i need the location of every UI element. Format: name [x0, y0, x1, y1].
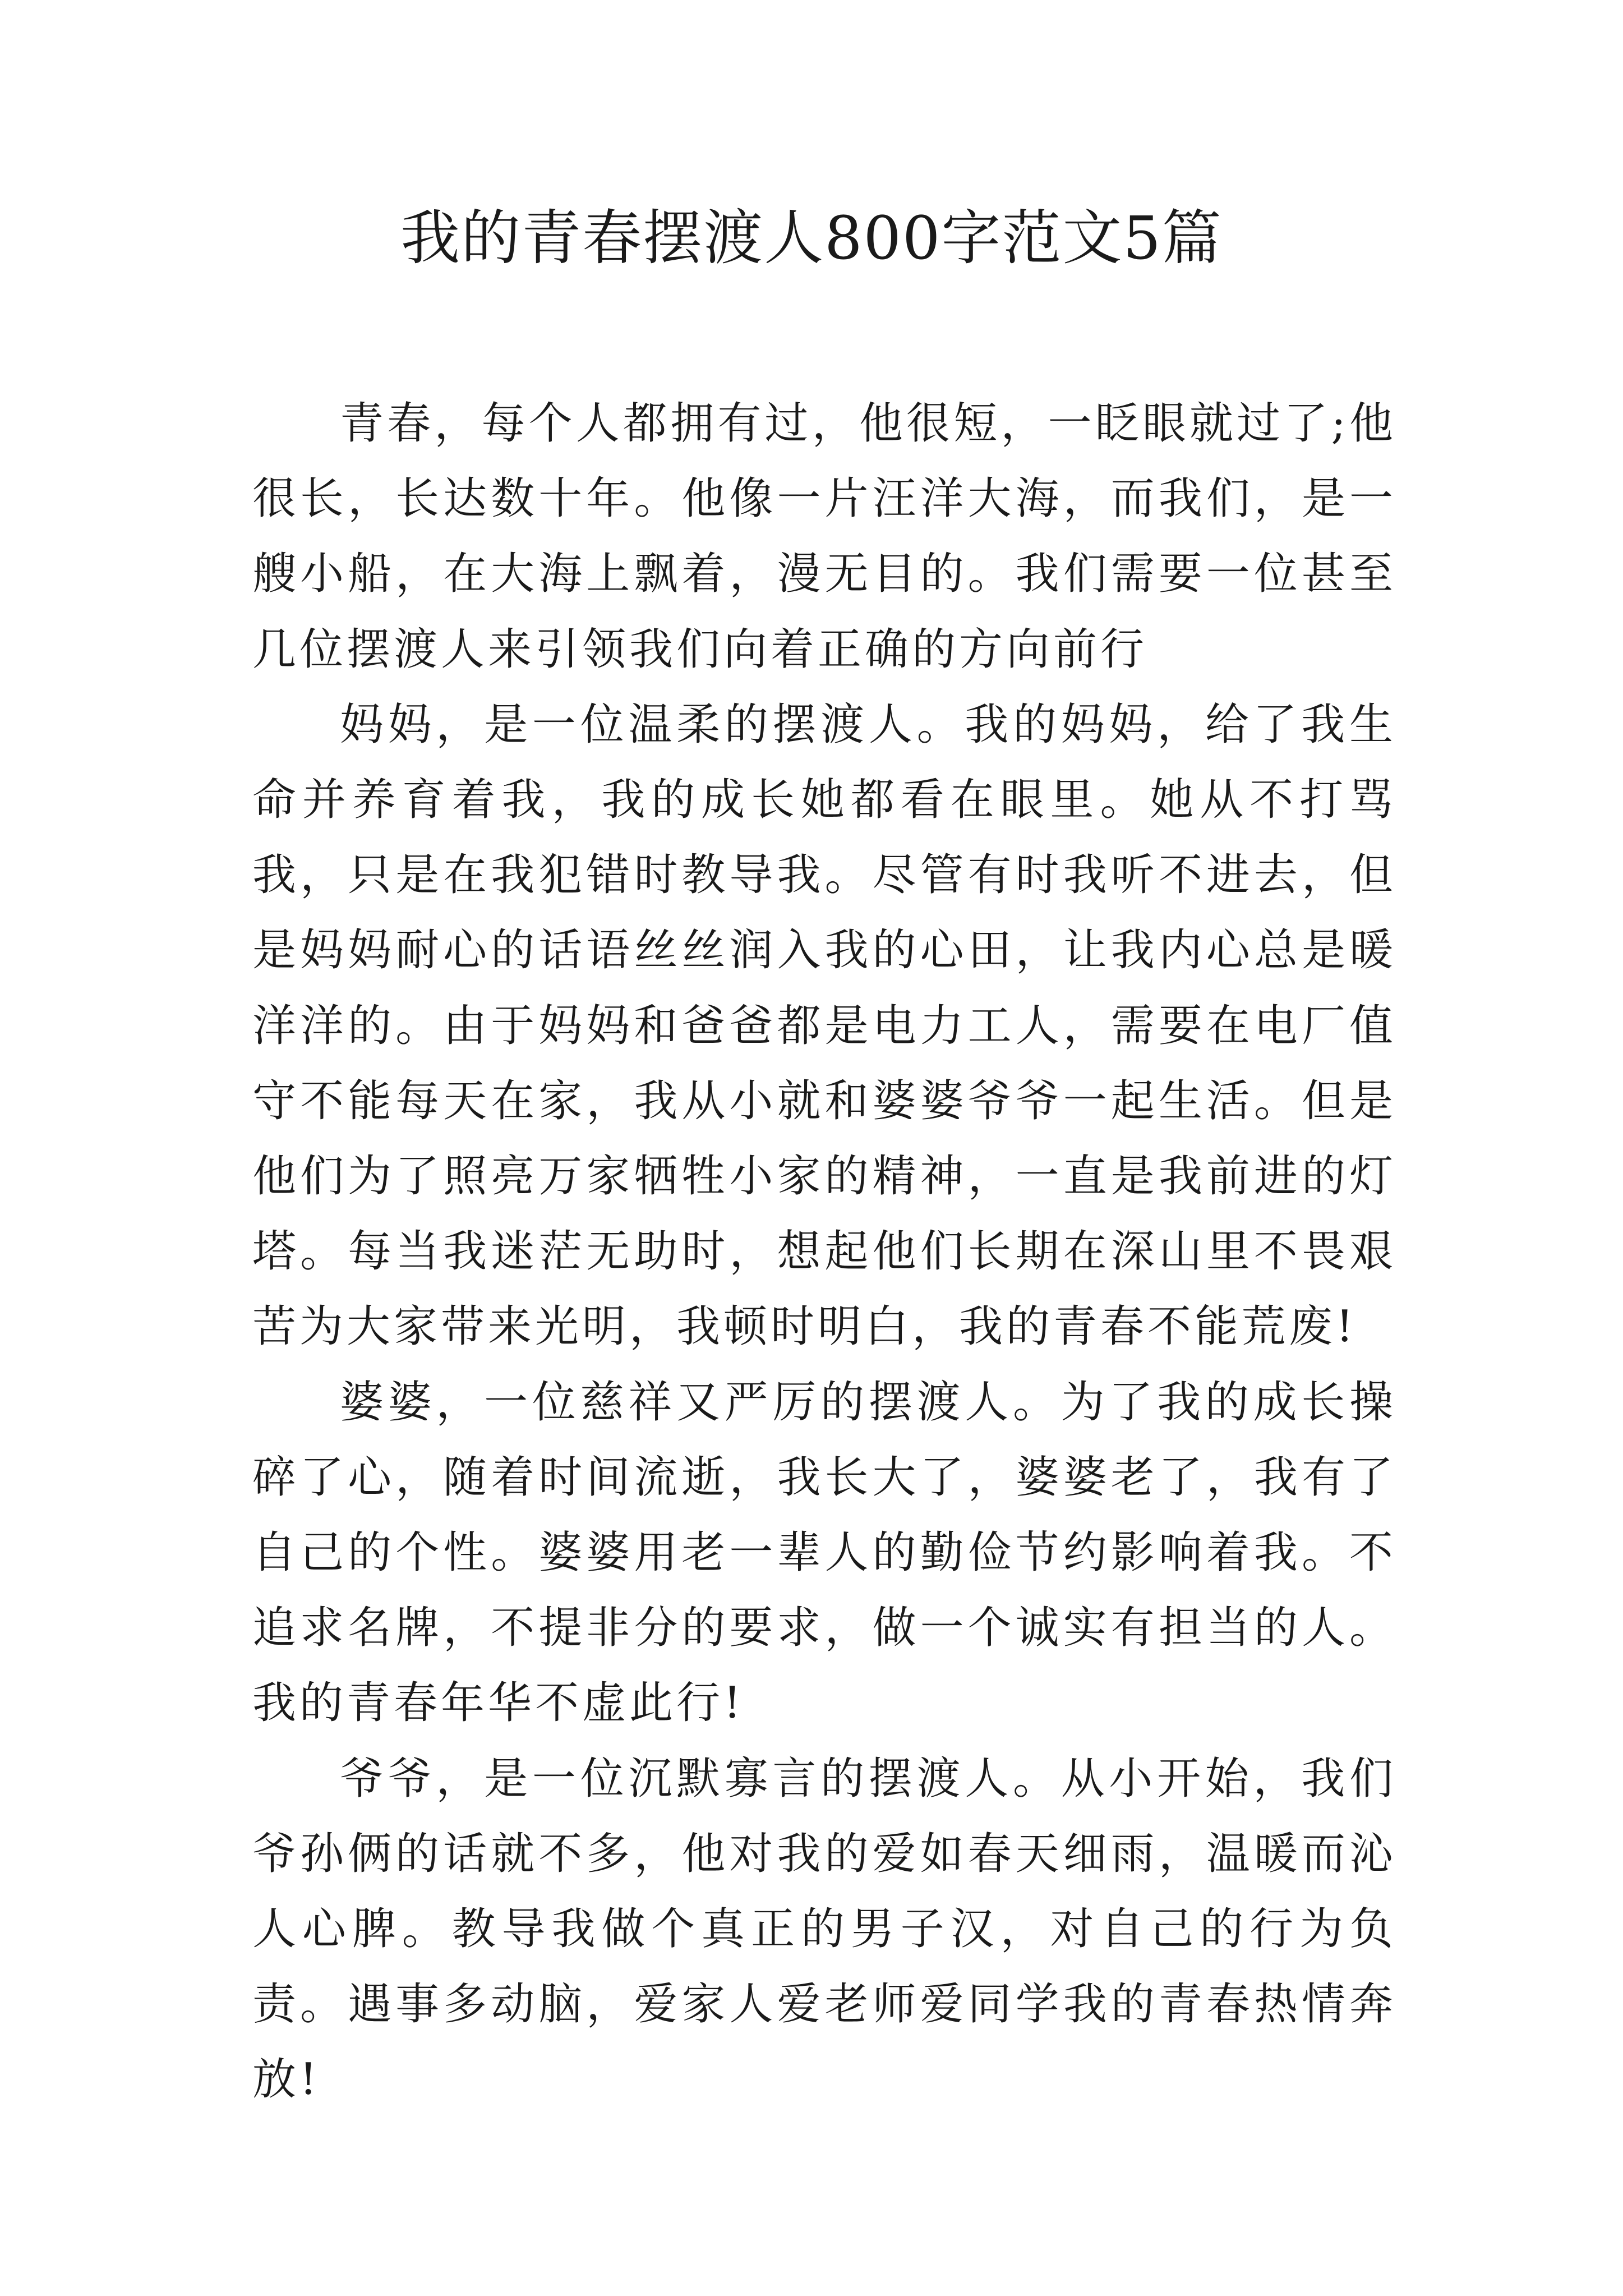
paragraph-intro: 青春，每个人都拥有过，他很短，一眨眼就过了;他很长，长达数十年。他像一片汪洋大海，而我们，是一艘小船，在大海上飘着，漫无目的。我们需要一位甚至几位摆渡人来引领我们向着正确的方向前行 [252, 398, 1396, 675]
document-title: 我的青春摆渡人800字范文5篇 [400, 204, 1223, 273]
paragraph-grandfather: 爷爷，是一位沉默寡言的摆渡人。从小开始，我们爷孙俩的话就不多，他对我的爱如春天细雨，温暖而沁人心脾。教导我做个真正的男子汉，对自己的行为负责。遇事多动脑，爱家人爱老师爱同学我的青春热情奔放! [252, 1753, 1396, 2105]
document-body [252, 386, 1396, 2118]
paragraph-grandmother: 婆婆，一位慈祥又严厉的摆渡人。为了我的成长操碎了心，随着时间流逝，我长大了，婆婆老了，我有了自己的个性。婆婆用老一辈人的勤俭节约影响着我。不追求名牌，不提非分的要求，做一个诚实有担当的人。我的青春年华不虚此行! [252, 1377, 1396, 1729]
paragraph-mother: 妈妈，是一位温柔的摆渡人。我的妈妈，给了我生命并养育着我，我的成长她都看在眼里。她从不打骂我，只是在我犯错时教导我。尽管有时我听不进去，但是妈妈耐心的话语丝丝润入我的心田，让我内心总是暖洋洋的。由于妈妈和爸爸都是电力工人，需要在电厂值守不能每天在家，我从小就和婆婆爷爷一起生活。但是他们为了照亮万家牺牲小家的精神，一直是我前进的灯塔。每当我迷茫无助时，想起他们长期在深山里不畏艰苦为大家带来光明，我顿时明白，我的青春不能荒废! [252, 699, 1396, 1352]
